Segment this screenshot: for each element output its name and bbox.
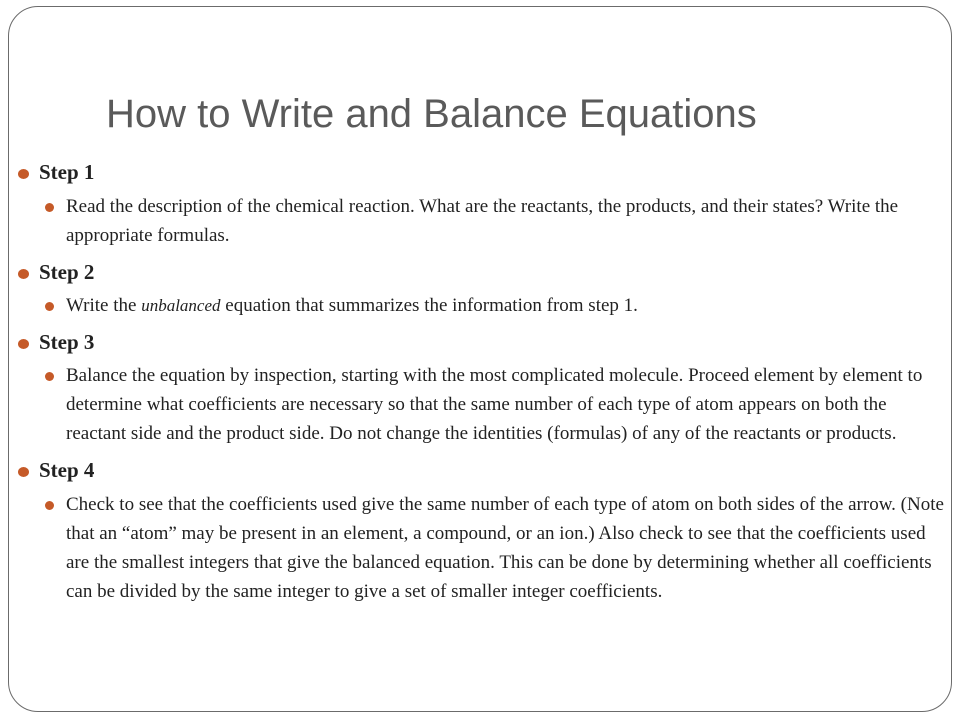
step-heading <box>18 157 944 187</box>
bullet-icon <box>18 467 29 477</box>
bullet-icon <box>18 169 29 179</box>
bullet-icon <box>18 269 29 279</box>
bullet-icon <box>18 339 29 349</box>
step-item <box>18 257 944 320</box>
step-description-text: Balance the equation by inspection, starting with the most complicated molecule. Proceed element by element to determine what coefficients are necessary so that the same number of each type of atom appears on both the reactant side and the product side. Do not change the identities (formulas) of any of the reactants or products. <box>66 365 923 444</box>
step-item <box>18 157 944 250</box>
step-description-text-before: Write the <box>66 295 142 316</box>
slide-title: How to Write and Balance Equations <box>106 92 757 136</box>
step-description-text: Check to see that the coefficients used give the same number of each type of atom on both sides of the arrow. (Note that an “atom” may be present in an element, a compound, or an ion.) Also check to see that the coefficients used are the smallest integers that give the balanced equation. This can be done by determining whether all coefficients can be divided by the same integer to give a set of smaller integer coefficients. <box>66 494 944 602</box>
step-heading-text: Step 3 <box>39 330 95 354</box>
step-heading-text: Step 2 <box>39 260 95 284</box>
step-description <box>45 192 944 250</box>
step-heading <box>18 327 944 357</box>
step-description-emphasis: unbalanced <box>141 296 221 315</box>
step-description <box>45 490 944 606</box>
bullet-icon <box>45 302 54 311</box>
step-heading-text: Step 1 <box>39 160 95 184</box>
step-list <box>18 157 944 606</box>
step-heading <box>18 455 944 485</box>
bullet-icon <box>45 501 54 510</box>
step-description-text-after: equation that summarizes the information from step 1. <box>220 295 638 316</box>
step-heading <box>18 257 944 287</box>
step-item <box>18 455 944 606</box>
step-description <box>45 291 944 320</box>
bullet-icon <box>45 203 54 212</box>
step-heading-text: Step 4 <box>39 458 95 482</box>
bullet-icon <box>45 372 54 381</box>
step-description <box>45 361 944 448</box>
step-description-text: Read the description of the chemical reaction. What are the reactants, the products, and their states? Write the appropriate formulas. <box>66 196 899 246</box>
step-item <box>18 327 944 448</box>
